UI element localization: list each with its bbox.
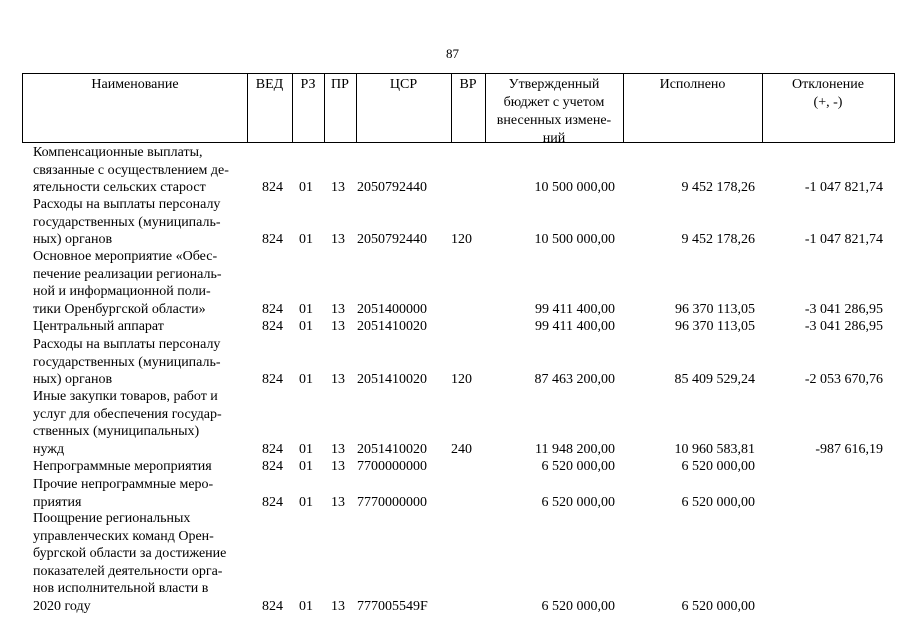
row-name (33, 476, 243, 511)
page-number: 87 (446, 46, 459, 61)
row-csr: 2051410020 (357, 319, 427, 334)
row-name-line: ных) органов (33, 232, 113, 248)
row-vr: 240 (451, 441, 472, 457)
row-rz: 01 (299, 599, 313, 614)
row-done: 9 452 178,26 (681, 232, 755, 248)
row-name-line: связанные с осуществлением де- (33, 162, 229, 178)
row-csr: 2051410020 (357, 441, 427, 457)
row-rz: 01 (299, 459, 313, 474)
row-budget: 11 948 200,00 (535, 441, 615, 457)
row-name-line: ственных (муниципальных) (33, 424, 200, 440)
row-budget: 87 463 200,00 (534, 372, 615, 388)
row-name-line: Компенсационные выплаты, (33, 145, 203, 160)
row-pr: 13 (331, 319, 345, 334)
row-ved: 824 (262, 599, 283, 614)
row-name-line: управленческих команд Орен- (33, 528, 214, 544)
row-ved: 824 (262, 459, 283, 474)
row-name-line: Расходы на выплаты персоналу (33, 197, 221, 212)
row-deviation: -2 053 670,76 (804, 372, 883, 388)
header-budget-line: ний (542, 131, 566, 146)
row-deviation: -3 041 286,95 (804, 319, 883, 334)
table-header (22, 73, 895, 146)
row-budget: 99 411 400,00 (535, 319, 615, 334)
row-pr: 13 (331, 494, 345, 510)
row-name (33, 388, 243, 458)
row-done: 96 370 113,05 (675, 301, 755, 317)
row-name-line: нужд (33, 441, 65, 457)
row-pr: 13 (331, 232, 345, 248)
row-name-line: Иные закупки товаров, работ и (33, 389, 218, 404)
row-csr: 777005549F (357, 599, 428, 614)
row-budget: 6 520 000,00 (541, 494, 615, 510)
row-rz: 01 (299, 319, 313, 334)
row-name-line: услуг для обеспечения государ- (33, 406, 222, 422)
row-budget: 10 500 000,00 (534, 180, 615, 196)
row-done: 96 370 113,05 (675, 319, 755, 334)
header-deviation-line: Отклонение (792, 77, 864, 92)
row-name-line: государственных (муниципаль- (33, 214, 221, 230)
row-vr: 120 (451, 232, 472, 248)
header-budget-line: бюджет с учетом (503, 95, 605, 110)
row-rz: 01 (299, 441, 313, 457)
row-pr: 13 (331, 180, 345, 196)
row-name-line: приятия (33, 494, 82, 510)
row-pr: 13 (331, 372, 345, 388)
header-done: Исполнено (659, 77, 726, 92)
row-budget: 10 500 000,00 (534, 232, 615, 248)
row-budget: 99 411 400,00 (535, 301, 615, 317)
header-budget-line: внесенных измене- (496, 113, 612, 128)
row-name-line: бургской области за достижение (33, 546, 227, 562)
row-name-line: Центральный аппарат (33, 319, 164, 334)
row-rz: 01 (299, 301, 313, 317)
row-ved: 824 (262, 441, 283, 457)
row-name-line: Основное мероприятие «Обес- (33, 249, 218, 264)
row-name-line: государственных (муниципаль- (33, 354, 221, 370)
row-done: 6 520 000,00 (681, 459, 755, 474)
row-name (33, 458, 243, 476)
row-deviation: -1 047 821,74 (804, 232, 883, 248)
row-csr: 7770000000 (357, 494, 427, 510)
header-deviation (762, 74, 894, 142)
row-pr: 13 (331, 301, 345, 317)
row-name-line: Расходы на выплаты персоналу (33, 337, 221, 352)
row-name (33, 510, 243, 616)
row-deviation: -987 616,19 (815, 441, 883, 457)
header-pr: ПР (331, 77, 349, 92)
row-deviation: -1 047 821,74 (804, 180, 883, 196)
row-name-line: тики Оренбургской области» (33, 301, 206, 317)
row-ved: 824 (262, 301, 283, 317)
row-csr: 2051400000 (357, 301, 427, 317)
row-name (33, 318, 243, 336)
header-deviation-line: (+, -) (813, 95, 843, 110)
row-ved: 824 (262, 372, 283, 388)
row-name-line: ятельности сельских старост (33, 180, 206, 196)
row-budget: 6 520 000,00 (541, 599, 615, 614)
header-rz: РЗ (300, 77, 316, 92)
row-ved: 824 (262, 494, 283, 510)
row-deviation: -3 041 286,95 (804, 301, 883, 317)
row-name-line: показателей деятельности орга- (33, 563, 223, 579)
row-name (33, 144, 243, 197)
header-csr: ЦСР (389, 77, 418, 92)
row-name-line: ных) органов (33, 372, 113, 388)
row-name-line: 2020 году (33, 598, 91, 614)
header-ved: ВЕД (255, 77, 284, 92)
row-ved: 824 (262, 180, 283, 196)
row-name-line: нов исполнительной власти в (33, 581, 209, 597)
row-pr: 13 (331, 599, 345, 614)
row-done: 6 520 000,00 (681, 494, 755, 510)
row-vr: 120 (451, 372, 472, 388)
row-pr: 13 (331, 459, 345, 474)
row-rz: 01 (299, 372, 313, 388)
header-budget (485, 74, 623, 146)
header-budget-line: Утвержденный (508, 77, 600, 92)
row-name-line: печение реализации региональ- (33, 266, 222, 282)
row-name (33, 336, 243, 389)
row-done: 10 960 583,81 (674, 441, 755, 457)
row-ved: 824 (262, 232, 283, 248)
row-done: 6 520 000,00 (681, 599, 755, 614)
row-name (33, 248, 243, 318)
row-name-line: Прочие непрограммные меро- (33, 477, 214, 492)
row-ved: 824 (262, 319, 283, 334)
row-name-line: Поощрение региональных (33, 511, 191, 526)
row-name (33, 196, 243, 249)
header-name: Наименование (91, 77, 179, 92)
row-done: 85 409 529,24 (674, 372, 755, 388)
row-rz: 01 (299, 494, 313, 510)
row-rz: 01 (299, 180, 313, 196)
header-vr: ВР (459, 77, 477, 92)
row-csr: 2050792440 (357, 232, 427, 248)
row-csr: 7700000000 (357, 459, 427, 474)
row-csr: 2051410020 (357, 372, 427, 388)
row-csr: 2050792440 (357, 180, 427, 196)
row-done: 9 452 178,26 (681, 180, 755, 196)
row-pr: 13 (331, 441, 345, 457)
row-name-line: Непрограммные мероприятия (33, 459, 212, 474)
row-name-line: ной и информационной поли- (33, 284, 211, 300)
row-budget: 6 520 000,00 (541, 459, 615, 474)
row-rz: 01 (299, 232, 313, 248)
